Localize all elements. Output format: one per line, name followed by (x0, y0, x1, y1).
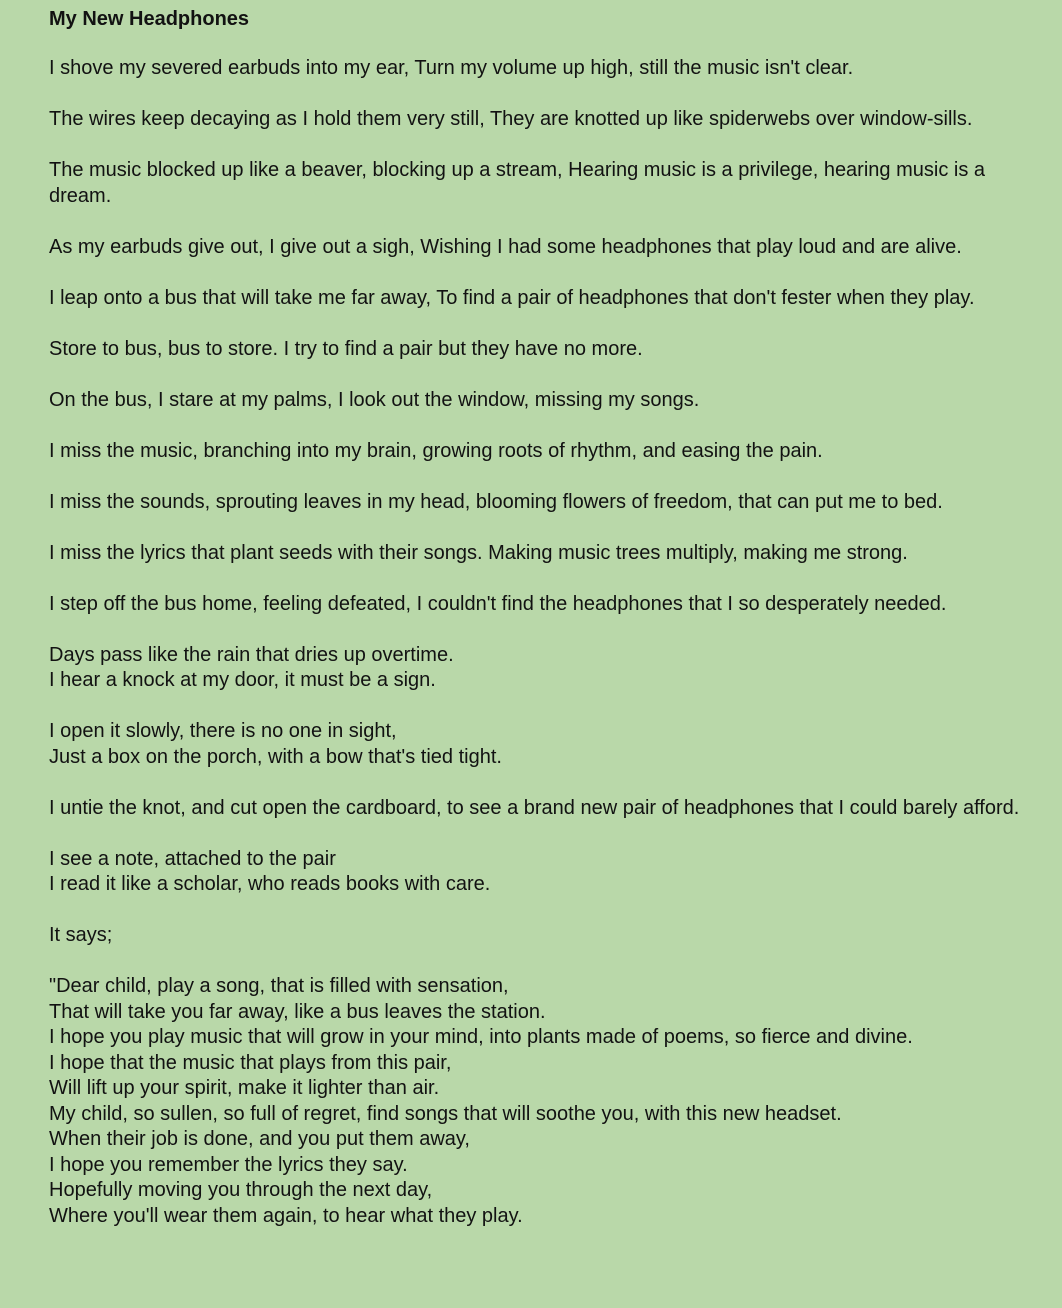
poem-line: I miss the lyrics that plant seeds with their songs. Making music trees multiply, making me strong. (49, 541, 908, 564)
stanza (49, 541, 1022, 567)
poem-title: My New Headphones (49, 8, 250, 30)
poem-line: I shove my severed earbuds into my ear, Turn my volume up high, still the music isn't clear. (49, 57, 854, 79)
stanza (49, 337, 1022, 363)
stanza (49, 592, 1022, 618)
poem-line: Will lift up your spirit, make it lighter than air. (49, 1077, 440, 1099)
poem-line: Just a box on the porch, with a bow that's tied tight. (49, 745, 502, 768)
poem-line: I see a note, attached to the pair (49, 847, 336, 870)
stanza (49, 388, 1022, 414)
poem-line: "Dear child, play a song, that is filled with sensation, (49, 975, 509, 997)
poem-line: The music blocked up like a beaver, blocking up a stream, Hearing music is a privilege, hearing music is a dream. (49, 159, 985, 207)
poem-line: I read it like a scholar, who reads books with care. (49, 873, 491, 895)
stanza (49, 643, 1022, 694)
poem-line: I miss the sounds, sprouting leaves in my head, blooming flowers of freedom, that can put me to bed. (49, 490, 943, 513)
stanza (49, 56, 1022, 82)
stanza (49, 158, 1022, 209)
poem-line: Store to bus, bus to store. I try to find a pair but they have no more. (49, 337, 643, 360)
poem-line: I hope you remember the lyrics they say. (49, 1153, 408, 1176)
poem-line: On the bus, I stare at my palms, I look out the window, missing my songs. (49, 388, 700, 411)
poem-line: The wires keep decaying as I hold them very still, They are knotted up like spiderwebs over window-sills. (49, 108, 973, 130)
stanza (49, 796, 1022, 822)
poem-body (49, 56, 1022, 1229)
poem-line: As my earbuds give out, I give out a sigh, Wishing I had some headphones that play loud and are alive. (49, 235, 962, 258)
poem-line: I hope you play music that will grow in your mind, into plants made of poems, so fierce and divine. (49, 1026, 913, 1048)
stanza (49, 490, 1022, 516)
poem-line: It says; (49, 924, 113, 946)
stanza (49, 439, 1022, 465)
poem-line: I hear a knock at my door, it must be a sign. (49, 669, 436, 691)
poem-line: Days pass like the rain that dries up overtime. (49, 643, 454, 666)
stanza (49, 847, 1022, 898)
poem-line: When their job is done, and you put them away, (49, 1128, 470, 1150)
poem-line: I step off the bus home, feeling defeated, I couldn't find the headphones that I so desperately needed. (49, 592, 947, 615)
poem-line: I hope that the music that plays from this pair, (49, 1051, 452, 1074)
poem-line: That will take you far away, like a bus leaves the station. (49, 1000, 546, 1023)
stanza (49, 974, 1022, 1229)
stanza (49, 107, 1022, 133)
poem-line: I leap onto a bus that will take me far away, To find a pair of headphones that don't fester when they play. (49, 286, 975, 309)
poem-line: I untie the knot, and cut open the cardboard, to see a brand new pair of headphones that I could barely afford. (49, 796, 1020, 819)
poem-line: Hopefully moving you through the next day, (49, 1179, 433, 1201)
stanza (49, 719, 1022, 770)
poem-line: My child, so sullen, so full of regret, find songs that will soothe you, with this new headset. (49, 1102, 842, 1125)
poem-line: I open it slowly, there is no one in sight, (49, 720, 397, 742)
stanza (49, 286, 1022, 312)
poem-line: I miss the music, branching into my brain, growing roots of rhythm, and easing the pain. (49, 439, 823, 462)
poem-line: Where you'll wear them again, to hear what they play. (49, 1204, 523, 1227)
stanza (49, 923, 1022, 949)
stanza (49, 235, 1022, 261)
